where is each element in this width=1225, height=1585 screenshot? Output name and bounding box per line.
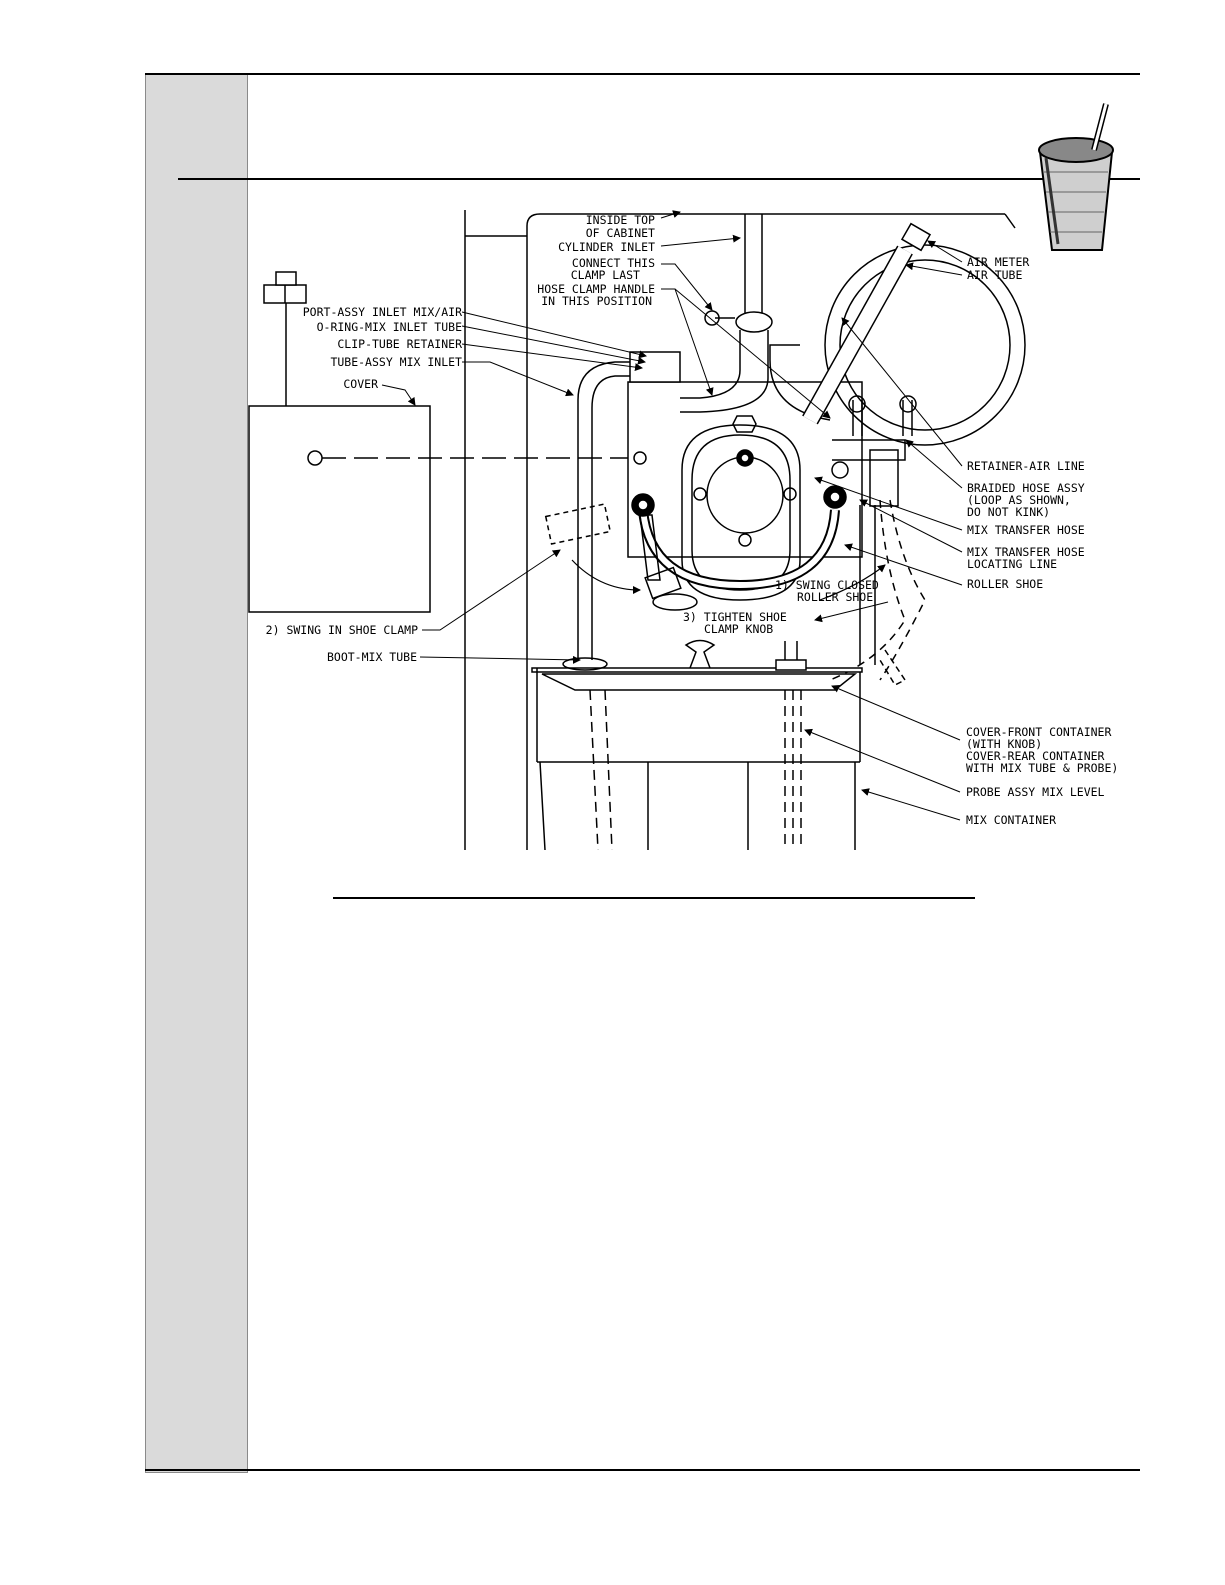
label-o-ring: O-RING-MIX INLET TUBE xyxy=(316,320,462,334)
label-cover-rear-2: WITH MIX TUBE & PROBE) xyxy=(966,761,1119,775)
label-hose-clamp-2: IN THIS POSITION xyxy=(541,294,652,308)
label-mix-container: MIX CONTAINER xyxy=(966,813,1057,827)
label-cover-front-2: (WITH KNOB) xyxy=(966,737,1043,751)
label-braided-1: BRAIDED HOSE ASSY xyxy=(967,481,1085,495)
drink-cup-icon xyxy=(1039,104,1113,250)
label-braided-2: (LOOP AS SHOWN, xyxy=(967,493,1071,507)
label-braided-3: DO NOT KINK) xyxy=(967,505,1051,519)
label-clip-tube: CLIP-TUBE RETAINER xyxy=(337,337,462,351)
label-swing-closed-2: ROLLER SHOE xyxy=(797,590,874,604)
label-mix-transfer-loc-2: LOCATING LINE xyxy=(967,557,1058,571)
label-cover: COVER xyxy=(343,377,378,391)
label-roller-shoe: ROLLER SHOE xyxy=(967,577,1044,591)
label-inside-top-1: INSIDE TOP xyxy=(585,213,655,227)
label-retainer-air: RETAINER-AIR LINE xyxy=(967,459,1085,473)
label-cylinder-inlet: CYLINDER INLET xyxy=(558,240,655,254)
label-swing-in: 2) SWING IN SHOE CLAMP xyxy=(265,623,418,637)
label-inside-top-2: OF CABINET xyxy=(585,226,655,240)
label-probe-assy: PROBE ASSY MIX LEVEL xyxy=(966,785,1105,799)
label-connect-this-2: CLAMP LAST xyxy=(570,268,640,282)
label-tube-assy: TUBE-ASSY MIX INLET xyxy=(330,355,462,369)
label-air-meter: AIR METER xyxy=(967,255,1030,269)
label-tighten-1: 3) TIGHTEN SHOE xyxy=(683,610,787,624)
label-port-assy: PORT-ASSY INLET MIX/AIR xyxy=(302,305,462,319)
label-cover-front-1: COVER-FRONT CONTAINER xyxy=(966,725,1112,739)
label-mix-transfer-loc-1: MIX TRANSFER HOSE xyxy=(967,545,1085,559)
label-air-tube: AIR TUBE xyxy=(967,268,1023,282)
label-tighten-2: CLAMP KNOB xyxy=(704,622,774,636)
label-connect-this-1: CONNECT THIS xyxy=(571,256,655,270)
mix-container xyxy=(532,641,905,851)
label-cover-rear-1: COVER-REAR CONTAINER xyxy=(966,749,1105,763)
label-hose-clamp-1: HOSE CLAMP HANDLE xyxy=(537,282,655,296)
label-swing-closed-1: 1) SWING CLOSED xyxy=(775,578,879,592)
label-mix-transfer: MIX TRANSFER HOSE xyxy=(967,523,1085,537)
label-boot-mix: BOOT-MIX TUBE xyxy=(326,650,417,664)
